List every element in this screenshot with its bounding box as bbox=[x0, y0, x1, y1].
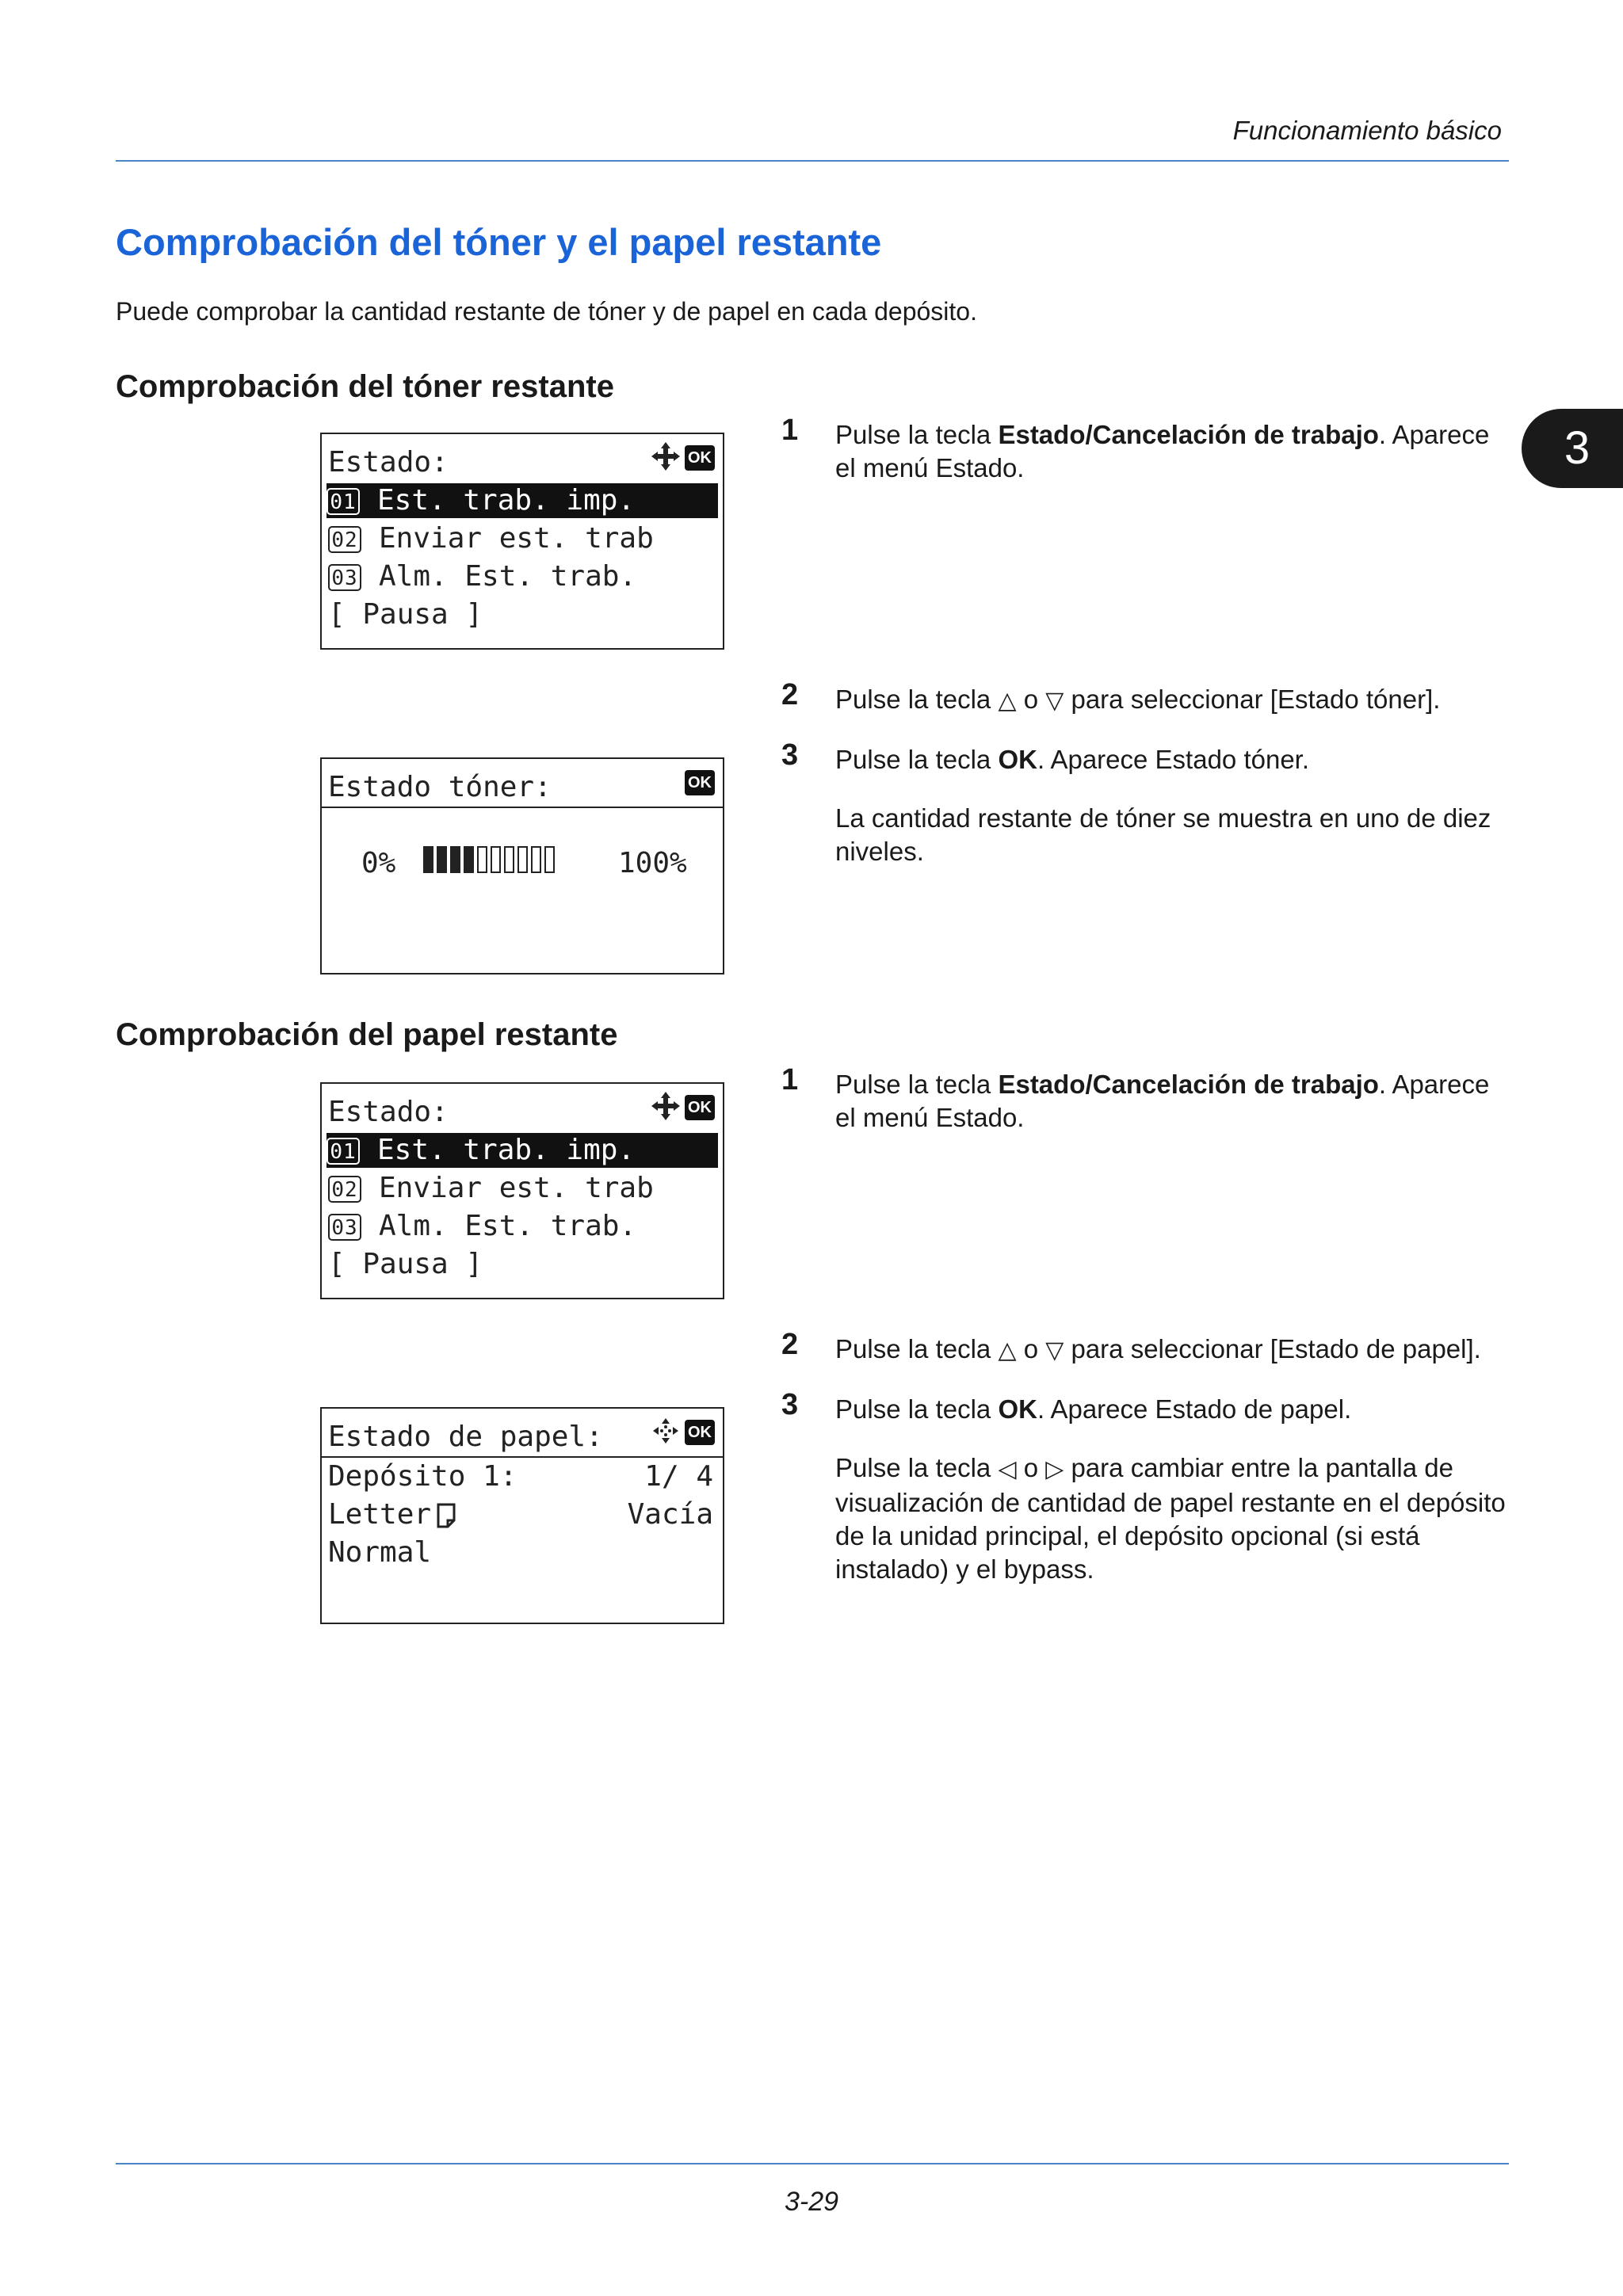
move-cross-icon bbox=[650, 441, 682, 472]
toner-level-cell bbox=[464, 846, 474, 873]
lcd-status-paper bbox=[320, 1082, 724, 1299]
lcd-menu-item bbox=[328, 1171, 716, 1206]
step-number: 3 bbox=[781, 738, 799, 772]
item-number: 01 bbox=[327, 1138, 360, 1165]
step-text: Pulse la tecla Estado/Cancelación de trabajo. Aparece el menú Estado. bbox=[835, 1070, 1490, 1132]
tray-page-indicator: 1/ 4 bbox=[644, 1460, 713, 1493]
toner-heading: Comprobación del tóner restante bbox=[116, 369, 614, 404]
step-text: Pulse la tecla △ o ▽ para seleccionar [Estado tóner]. bbox=[835, 685, 1441, 714]
step-number: 2 bbox=[781, 678, 799, 711]
page-number: 3-29 bbox=[784, 2187, 839, 2217]
toner-level-cell bbox=[491, 846, 501, 873]
ok-icon: OK bbox=[685, 1095, 715, 1120]
toner-level-cell bbox=[423, 846, 433, 873]
step-text: Pulse la tecla △ o ▽ para seleccionar [Estado de papel]. bbox=[835, 1334, 1481, 1363]
item-label: Est. trab. imp. bbox=[377, 1134, 636, 1166]
paper-size: Letter bbox=[328, 1497, 716, 1532]
footer-rule bbox=[116, 2163, 1509, 2164]
chapter-tab: 3 bbox=[1522, 409, 1623, 488]
step-text: Pulse la tecla OK. Aparece Estado tóner. bbox=[835, 745, 1310, 774]
up-arrow-icon: △ bbox=[998, 1337, 1017, 1363]
page-title: Comprobación del tóner y el papel restante bbox=[116, 221, 882, 263]
paper-type: Normal bbox=[328, 1536, 432, 1569]
item-label: Alm. Est. trab. bbox=[379, 560, 637, 593]
running-header: Funcionamiento básico bbox=[1232, 116, 1502, 145]
item-number: 02 bbox=[328, 1176, 361, 1203]
lcd-menu-item bbox=[328, 521, 716, 556]
toner-max-label: 100% bbox=[618, 847, 687, 879]
lcd-status-toner bbox=[320, 433, 724, 650]
item-number: 03 bbox=[328, 564, 361, 591]
step-note: La cantidad restante de tóner se muestra en uno de diez niveles. bbox=[835, 803, 1491, 866]
tray-label: Depósito 1: bbox=[328, 1460, 517, 1493]
down-arrow-icon: ▽ bbox=[1045, 688, 1064, 714]
toner-level-cell bbox=[504, 846, 514, 873]
toner-min-label: 0% bbox=[361, 847, 396, 879]
lcd-menu-item bbox=[327, 1133, 718, 1168]
toner-level-cell bbox=[450, 846, 460, 873]
lcd-title: Estado: bbox=[328, 1096, 449, 1128]
lcd-title: Estado tóner: bbox=[328, 771, 552, 803]
paper-heading: Comprobación del papel restante bbox=[116, 1017, 618, 1052]
ok-icon: OK bbox=[685, 770, 715, 795]
step-number: 3 bbox=[781, 1388, 799, 1421]
item-label: Enviar est. trab bbox=[379, 522, 654, 555]
toner-level-gauge bbox=[423, 846, 555, 876]
toner-level-cell bbox=[437, 846, 447, 873]
ok-icon: OK bbox=[685, 445, 715, 471]
lcd-divider bbox=[322, 807, 723, 808]
step-note: Pulse la tecla ◁ o ▷ para cambiar entre la pantalla de visualización de cantidad de papel restante en el depósito de la unidad principal, el depósito opcional (si está instalado) y el bypass. bbox=[835, 1453, 1506, 1584]
lcd-menu-item bbox=[328, 559, 716, 594]
left-arrow-icon: ◁ bbox=[998, 1456, 1017, 1482]
right-arrow-icon: ▷ bbox=[1045, 1456, 1064, 1482]
step-number: 1 bbox=[781, 414, 799, 447]
ok-icon: OK bbox=[685, 1420, 715, 1445]
lcd-pause-key: [ Pausa ] bbox=[328, 1248, 483, 1280]
item-label: Alm. Est. trab. bbox=[379, 1210, 637, 1242]
lcd-pause-key: [ Pausa ] bbox=[328, 598, 483, 631]
item-label: Enviar est. trab bbox=[379, 1172, 654, 1204]
down-arrow-icon: ▽ bbox=[1045, 1337, 1064, 1363]
item-number: 02 bbox=[328, 526, 361, 553]
header-rule bbox=[116, 160, 1509, 162]
lcd-divider bbox=[322, 1456, 723, 1458]
step-text: Pulse la tecla OK. Aparece Estado de papel. bbox=[835, 1394, 1352, 1424]
move-cross-dotted-icon bbox=[650, 1415, 682, 1447]
toner-level-cell bbox=[477, 846, 487, 873]
up-arrow-icon: △ bbox=[998, 688, 1017, 714]
step-text: Pulse la tecla Estado/Cancelación de trabajo. Aparece el menú Estado. bbox=[835, 420, 1490, 482]
step-number: 2 bbox=[781, 1328, 799, 1361]
intro-text: Puede comprobar la cantidad restante de tóner y de papel en cada depósito. bbox=[116, 297, 977, 326]
toner-level-cell bbox=[517, 846, 528, 873]
paper-orientation-icon bbox=[436, 1502, 456, 1529]
item-number: 03 bbox=[328, 1214, 361, 1241]
toner-level-cell bbox=[531, 846, 541, 873]
lcd-title: Estado: bbox=[328, 446, 449, 479]
lcd-menu-item bbox=[327, 483, 718, 518]
item-number: 01 bbox=[327, 488, 360, 515]
lcd-title: Estado de papel: bbox=[328, 1421, 603, 1453]
step-number: 1 bbox=[781, 1063, 799, 1097]
lcd-paper-status bbox=[320, 1407, 724, 1624]
toner-level-cell bbox=[544, 846, 555, 873]
item-label: Est. trab. imp. bbox=[377, 484, 636, 517]
move-cross-icon bbox=[650, 1090, 682, 1122]
lcd-menu-item bbox=[328, 1209, 716, 1244]
paper-level: Vacía bbox=[627, 1498, 713, 1531]
